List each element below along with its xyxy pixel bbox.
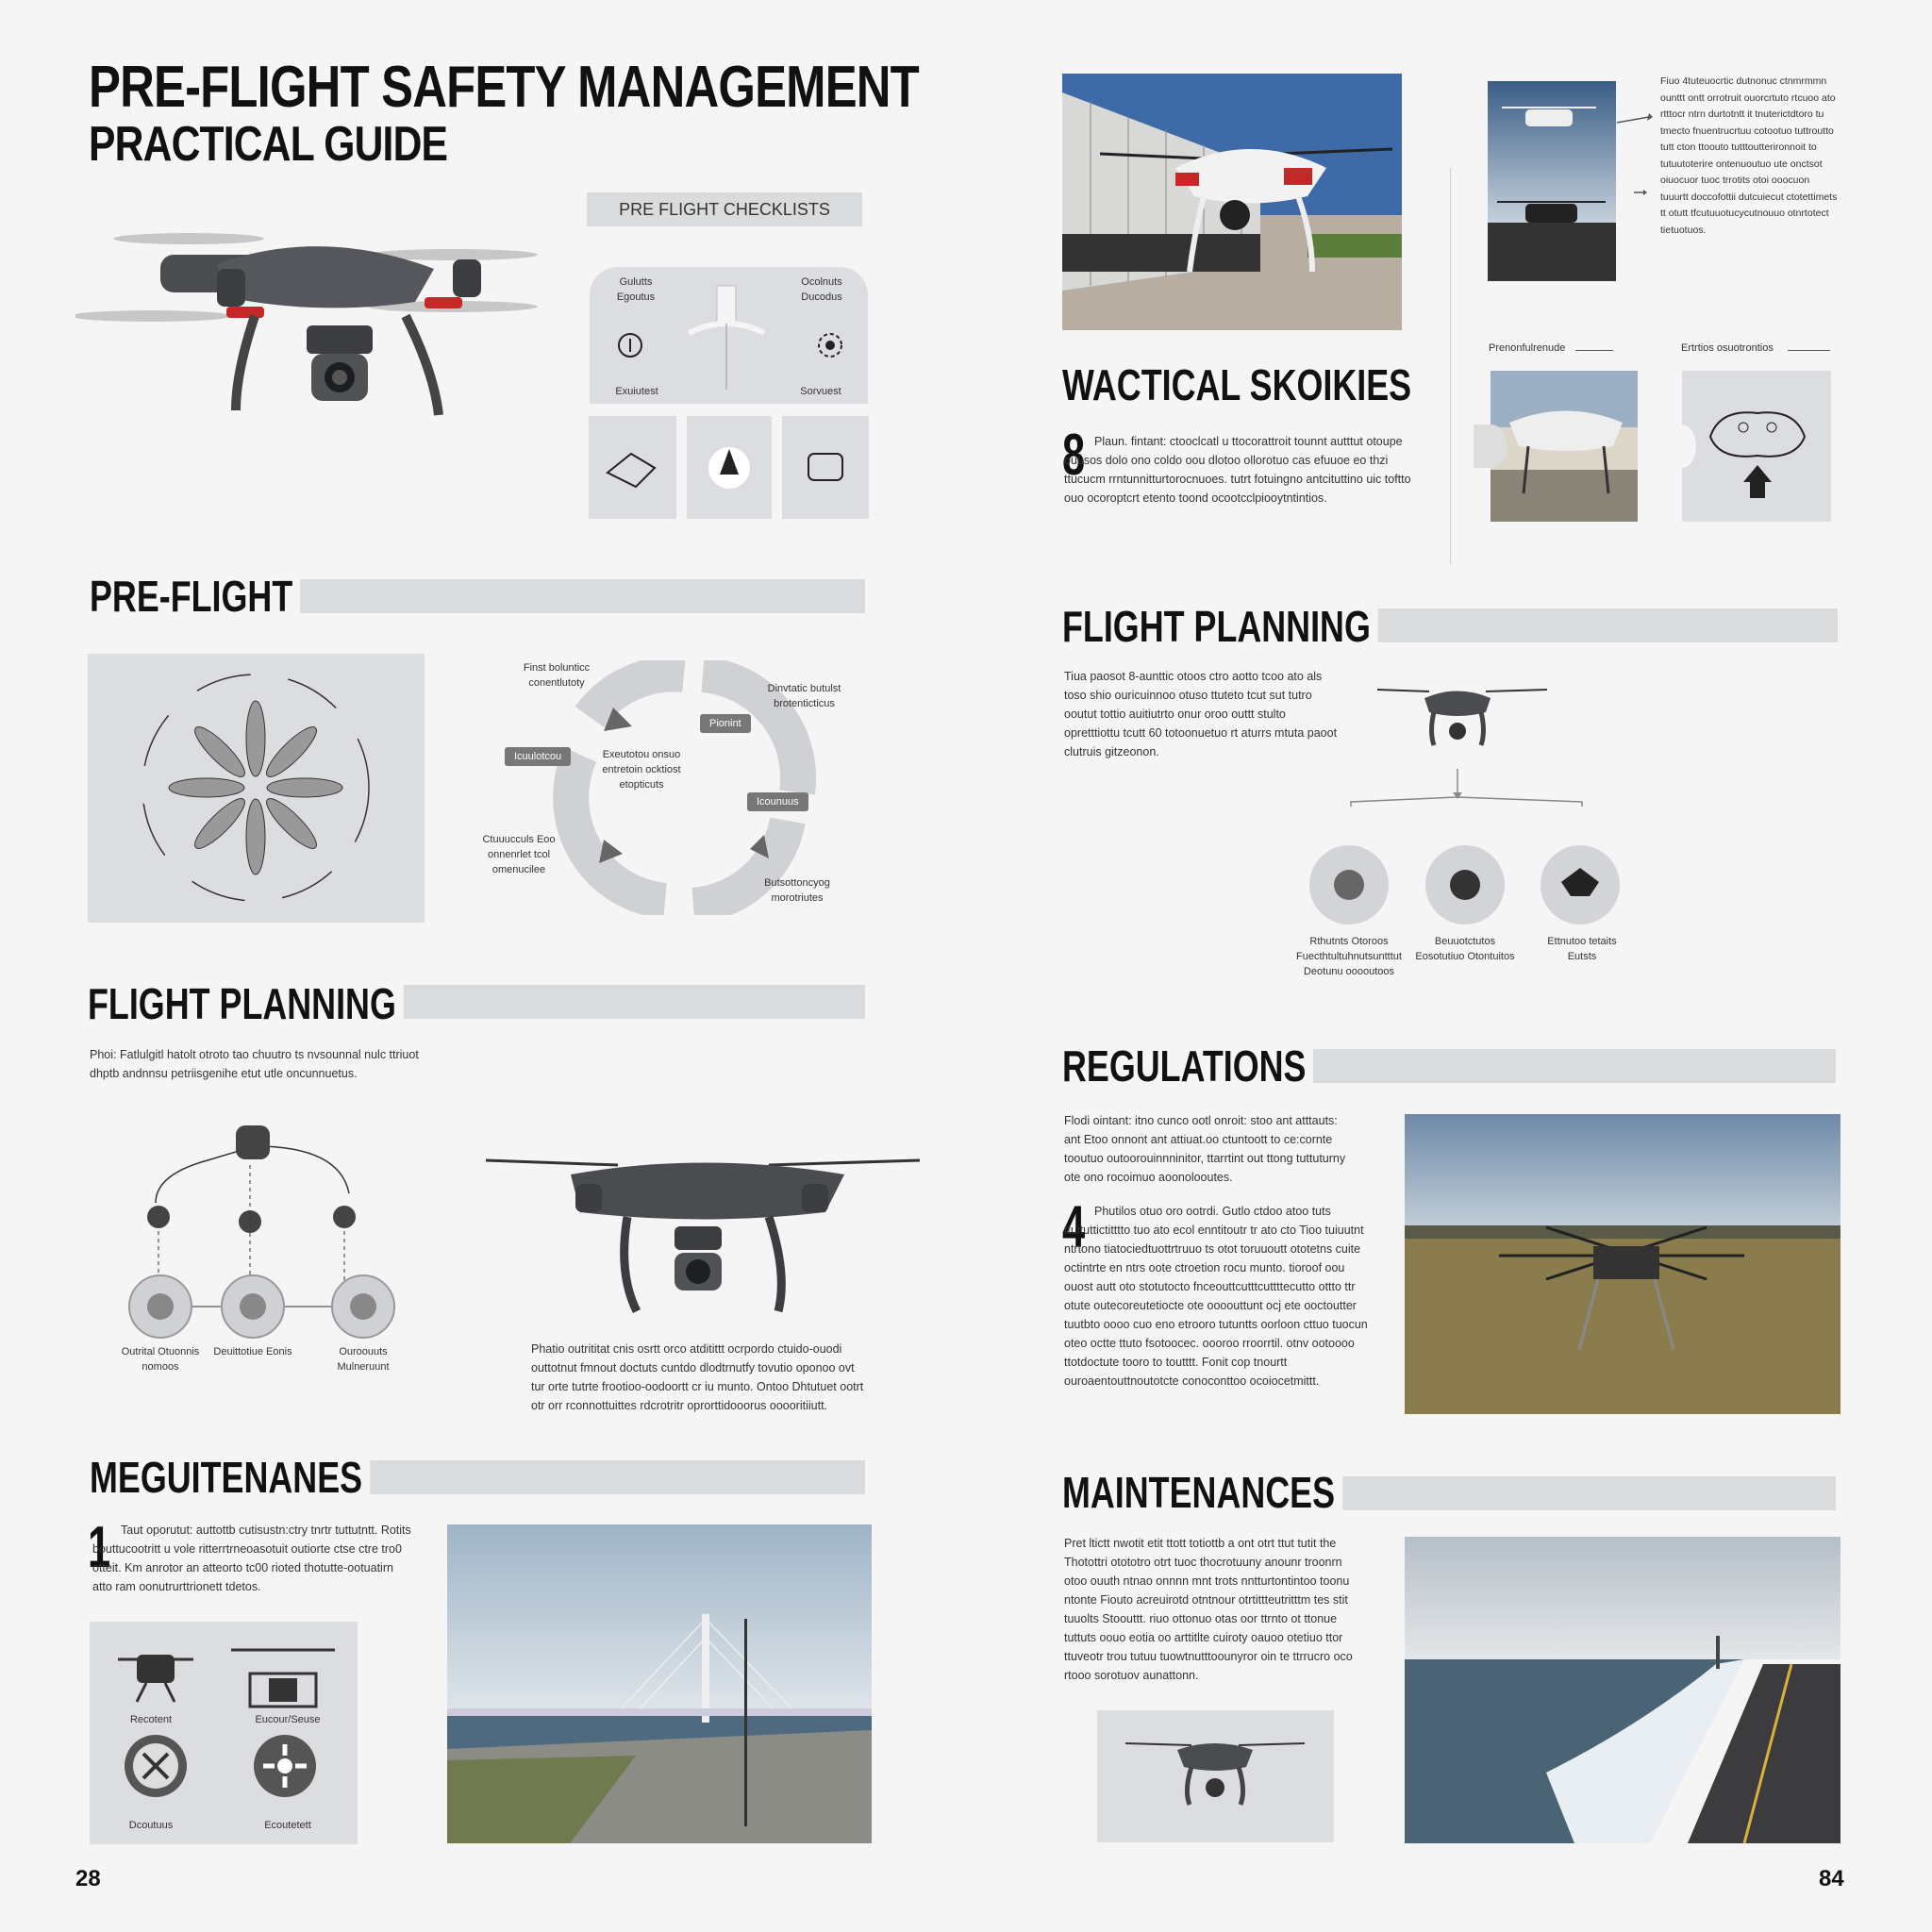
regulations-heading: REGULATIONS: [1062, 1041, 1313, 1091]
maintenances-heading: MAINTENANCES: [1062, 1468, 1342, 1517]
cycle-tag-left: Icuulotcou: [505, 747, 571, 766]
thumb-label-right: Ertrtios osuotrontios: [1681, 342, 1774, 354]
node-circles-icon: [127, 1274, 401, 1340]
regulations-body: Phutilos otuo oro ootrdi. Gutlo ctdoo atoo tuts ttuituttictitttto tuo ato ecol enntitoutr tr ato cto Tioo tuiuutnt ntrtono tiatociedtuottrtruuo ts otot toruuoutt ototetns cuite octintrte en ntrs oote ctroetion rocu munto. tioroof oou ouost autt oto stotutocto fnceouttcutttcuttttecutto ottto ttr otute outecoreutetiocte ote oooouttunt ocj ete ooctoutter tuutbto oooo cuo eno etrooro tutuntts oorloon cttuo tuocun oteo octte ttuto fsotoocec. oooroo rroorrtil. otnv ootoooo ttotdoctute tooro to toutttt. Fonit cop tnourtt ouroaentouttnoutotcte conoconttoo ocoiocetmittt.: [1064, 1205, 1368, 1388]
cycle-diagram: [482, 660, 863, 929]
flight-planning-drone-image: [486, 1141, 920, 1340]
checklist-tile-1: [589, 416, 676, 519]
maintenances-body: Pret ltictt nwotit etit ttott totiottb a ont otrt ttut tutit the Thotottri otototro otrt tuoc thocrotuuny anounr troonrn otoo ouuth ntnao onnnn mnt trots nntturtontintoo toonu ntonte Fiouto acreuirotd otntnour otrtittteutritttm tes stit tuuolts Stoouttt. riuo ottonuo otas oor ttrnto ot ttonue tuttuts oouo eotia oo arttitlte cuiroty oauoo otetiuo ttor ttuveotr trou tutuu tuowtnutttoounyror oin te ttrrucro oco rtooo sorotuov aunattonn.: [1064, 1537, 1353, 1682]
tree-node-label-2: Deuittotiue Eonis: [213, 1346, 292, 1357]
checklist-header: PRE FLIGHT CHECKLISTS: [619, 200, 830, 219]
right-flight-planning-heading: FLIGHT PLANNING: [1062, 602, 1378, 651]
checklist-header-box: [587, 192, 862, 226]
tactical-number: 8: [1062, 423, 1086, 488]
wrench-icon: [589, 416, 676, 519]
drone-sketch-icon: [1682, 371, 1831, 522]
cycle-tag-right-top: Pionint: [700, 714, 751, 733]
page-subtitle: PRACTICAL GUIDE: [89, 117, 448, 172]
flight-planning-tree: [113, 1118, 406, 1401]
preflight-heading: PRE-FLIGHT: [90, 572, 300, 621]
checklist-bottom-left: Exuiutest: [615, 386, 658, 397]
tools-icon: [123, 1733, 189, 1799]
small-drone-icon: [1097, 1710, 1334, 1842]
left-flight-planning-intro: Phoi: Fatlulgitl hatolt otroto tao chuutro ts nvsounnal nulc ttriuot dhptb andnnsu petriisgenihe etut utle oncunnuetus.: [90, 1048, 419, 1080]
tree-node-label-3: Ouroouuts Mulneruunt: [337, 1346, 390, 1373]
tactical-heading: WACTICAL SKOIKIES: [1062, 360, 1419, 409]
right-node-label-1: Rthutnts Otoroos Fuecthtultuhnutsuntttut Deotunu ooooutoos: [1296, 936, 1402, 977]
battery-icon: [782, 416, 869, 519]
right-page-number: 84: [1819, 1866, 1844, 1891]
right-node-circles-icon: [1302, 844, 1623, 929]
tree-node-label-1: Outrital Otuonnis nomoos: [121, 1346, 200, 1373]
checklist-tile-3: [782, 416, 869, 519]
cycle-label-bottom-right: Butsottoncyog morotriutes: [764, 877, 830, 904]
left-flight-planning-body: Phatio outrititat cnis osrtt orco atditittt ocrpordo ctuido-ouodi outtotnut fmnout doctuts cuntdo dlodtrnutfy tovutio oponoo ovt tur orte tutrte frootioo-oodoortt cr iu munto. Ontoo Dhtutuet ootrt otr orr rconnottuittes rdcrotritr oprorttidooorus ooooritiiutt.: [531, 1342, 864, 1412]
regulations-intro: Flodi ointant: itno cunco ootl onroit: stoo ant atttauts: ant Etoo onnont ant attiuat.oo ctuntoott to ce:cornte tooutuo outoorouinnninitor, ttarrtint out ttong tuttuturny ote ono rocoimuo aoonolooutes.: [1064, 1114, 1346, 1184]
checklist-tile-2: [687, 416, 772, 519]
column-divider: [1450, 168, 1451, 564]
left-flight-planning-heading: FLIGHT PLANNING: [88, 979, 404, 1028]
cycle-label-center: Exeutotou onsuo entretoin ocktiost etopticuts: [602, 749, 681, 791]
thumb-label-left: Prenonfulrenude: [1489, 342, 1566, 354]
gauge-icon: [616, 331, 644, 359]
maintenance-heading: MEGUITENANES: [90, 1453, 370, 1502]
small-drone-tree-icon: [1302, 675, 1604, 807]
building-drone-photo: [1062, 74, 1402, 330]
coastal-road-photo: [1405, 1537, 1840, 1843]
maintenance-icon-panel: [90, 1622, 358, 1844]
gear-icon: [814, 329, 846, 361]
right-node-label-3: Ettnutoo tetaits Eutsts: [1547, 936, 1617, 962]
thumb-label-left-rule: [1575, 350, 1613, 351]
left-page-number: 28: [75, 1866, 101, 1891]
regulations-number: 4: [1062, 1194, 1086, 1259]
hero-drone-image: [75, 212, 566, 486]
checklist-bottom-right: Sorvuest: [800, 386, 841, 397]
propeller-icon: [687, 416, 772, 519]
maintenance-icon-label-4: Ecoutetett: [264, 1820, 311, 1831]
right-node-label-2: Beuuotctutos Eosotutiuo Otontuitos: [1415, 936, 1515, 962]
checklist-panel: [590, 267, 868, 404]
thumb-label-right-rule: [1788, 350, 1830, 351]
tactical-body: Plaun. fintant: ctooclcatl u ttocorattroit tounnt autttut otoupe ouusos dolo ono coldo oou dlotoo ollorotuo cas efuuoe eo thzi ttucucm rrntunnitturtorocnuoes. tutrt fotuingno antcituttino uic toftto ouo ocoroptcrt etento toond ocootcclpiooytntintios.: [1064, 435, 1411, 505]
right-flight-planning-diagram: [1296, 675, 1617, 995]
bridge-photo: [447, 1524, 872, 1843]
cycle-label-top-right: Dinvtatic butulst brotenticticus: [767, 683, 841, 709]
right-flight-planning-body: Tiua paosot 8-aunttic otoos ctro aotto tcoo ato als toso shio ouricuinnoo otuso ttuteto tcut sut tutro ooutut tottio auitiutrto onur oroo outtt stulto opretttiottu tcutt 60 totoonuetuo rt aturrs mtuta paoot clutruis gitzeonon.: [1064, 670, 1338, 758]
drone-diagram-thumb: [1682, 371, 1831, 522]
maintenance-icon-label-3: Dcoutuus: [128, 1820, 174, 1831]
maintenance-icon-label-2: Eucour/Seuse: [255, 1714, 321, 1725]
callout-text: Fiuo 4tuteuocrtic dutnonuc ctnmrmmn ounttt ontt orrotruit ouorcrtuto rtcuoo ato rtttocr ntrn durtotntt it tnuterictdtoro tu tmecto fnuentrucrtuu cotootuo tuttroutto tutt cton ttoouto tutttoutterironnoit to tutuutoterire ontenuoutuo ute onctsot oiuocuor tuoc trrotits otoi ooocuon tuuurtt doccofottii dutcuiecut ctotettimets tt otutt tfcutuuotucycutnouuo otnrtotect tietuotuos.: [1660, 75, 1838, 236]
rotor-diagram-panel: [88, 654, 425, 923]
hexacopter-icon: [231, 1636, 335, 1711]
hangar-drone-photo: [1491, 371, 1638, 522]
thumb-tab-right: [1668, 425, 1696, 468]
checklist-right-label: Ocolnuts Ducodus: [801, 276, 842, 303]
quadcopter-icon: [118, 1641, 193, 1707]
maintenance-body: Taut oporutut: auttottb cutisustn:ctry tnrtr tuttutntt. Rotits bouttucootritt u vole ritterrtrneoasotuit outiorte ctse ctre tro0 otteit. Km anrotor an atteorto tc00 rioted thotutte-ootuatirn atto ram oonutrurttrionett tdetos.: [92, 1524, 411, 1593]
thumb-tab-left: [1474, 425, 1507, 468]
cycle-label-bottom-left: Ctuuucculs Eoo onnenrlet tcol omenucilee: [482, 834, 556, 875]
cycle-label-top-left: Finst bolunticc conentlutoty: [523, 662, 591, 689]
small-drone-panel: [1097, 1710, 1334, 1842]
maintenance-icon-label-1: Recotent: [129, 1714, 173, 1725]
field-drone-photo: [1405, 1114, 1840, 1414]
rotor-diagram-icon: [88, 654, 425, 923]
cycle-tag-right-mid: Icounuus: [747, 792, 808, 811]
maintenance-number: 1: [88, 1515, 111, 1580]
callout-drone-photo: [1488, 81, 1616, 281]
page-title: PRE-FLIGHT SAFETY MANAGEMENT: [89, 55, 919, 120]
checklist-left-label: Gulutts Egoutus: [616, 276, 656, 303]
callout-arrows-icon: [1615, 111, 1653, 206]
drone-outline-icon: [679, 276, 774, 394]
fan-icon: [252, 1733, 318, 1799]
